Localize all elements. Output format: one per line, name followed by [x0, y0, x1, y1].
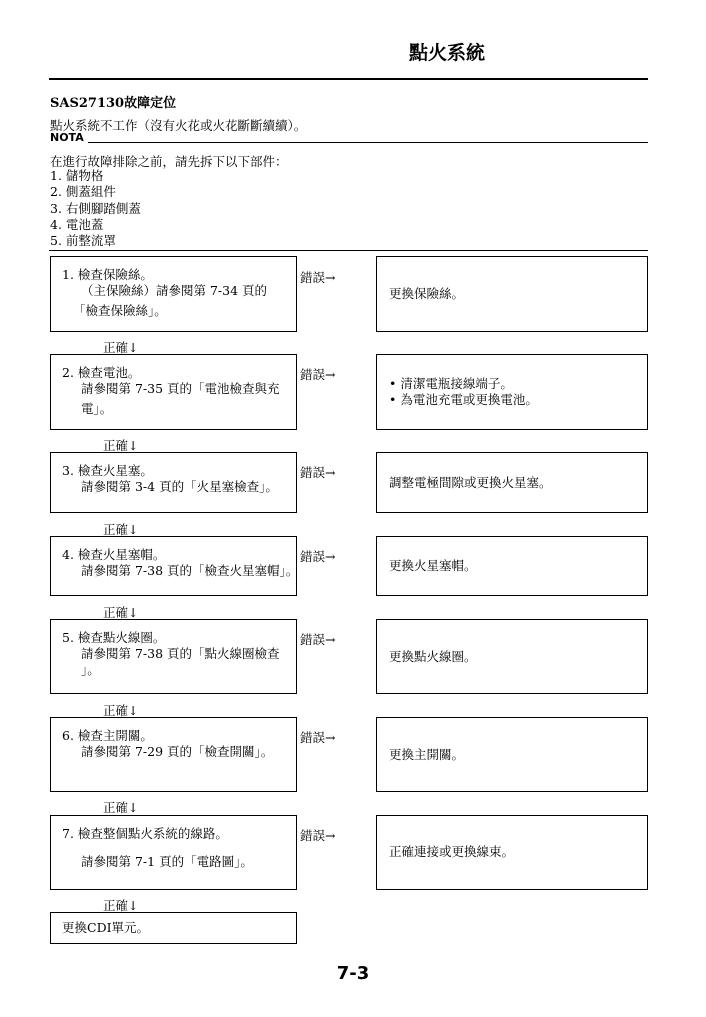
- step-box-2: [50, 354, 297, 430]
- result-text: • 為電池充電或更換電池。: [389, 392, 538, 407]
- result-box-7: [376, 815, 648, 890]
- step-reference: （主保險絲）請參閱第 7-34 頁的: [81, 283, 268, 298]
- nota-item: 5. 前整流罩: [50, 233, 116, 249]
- section-description: 點火系統不工作（沒有火花或火花斷斷續續）。: [50, 118, 307, 133]
- result-text: 更換火星塞帽。: [389, 558, 477, 573]
- step-box-6: [50, 717, 297, 792]
- header-rule: [49, 78, 648, 80]
- step-title: 2. 檢查電池。: [62, 365, 141, 380]
- nota-item: 2. 側蓋組件: [50, 184, 116, 200]
- result-box-3: [376, 452, 648, 513]
- ok-arrow-label: 正確↓: [103, 898, 139, 913]
- final-action-text: 更換CDI單元。: [62, 920, 150, 935]
- step-reference: 電」。: [81, 401, 113, 416]
- step-reference: 「檢查保險絲」。: [73, 303, 167, 318]
- nota-item: 3. 右側腳踏側蓋: [50, 200, 141, 216]
- step-box-1: [50, 256, 297, 332]
- step-box-4: [50, 536, 297, 596]
- step-reference: 請參閱第 7-38 頁的「點火線圈檢查: [81, 646, 280, 661]
- result-text: 更換主開關。: [389, 746, 465, 762]
- result-text: • 清潔電瓶接線端子。: [389, 376, 513, 391]
- page-number: 7-3: [336, 963, 370, 984]
- ok-arrow-label: 正確↓: [103, 703, 139, 718]
- step-box-5: [50, 619, 297, 694]
- result-box-4: [376, 536, 648, 596]
- error-arrow-label: 錯誤→: [300, 730, 336, 745]
- step-box-7: [50, 815, 297, 890]
- step-reference: 請參閱第 7-1 頁的「電路圖」。: [81, 854, 253, 869]
- step-title: 6. 檢查主開關。: [62, 728, 153, 743]
- ok-arrow-label: 正確↓: [103, 438, 139, 453]
- nota-end-rule: [49, 250, 648, 251]
- step-title: 7. 檢查整個點火系統的線路。: [62, 826, 228, 841]
- section-code: SAS27130故障定位: [50, 96, 177, 111]
- step-title: 3. 檢查火星塞。: [62, 463, 153, 478]
- nota-intro: 在進行故障排除之前，請先拆下以下部件：: [50, 154, 288, 169]
- step-reference: 請參閱第 3-4 頁的「火星塞檢查」。: [81, 479, 278, 494]
- final-action-box: [50, 912, 297, 944]
- ok-arrow-label: 正確↓: [103, 340, 139, 355]
- result-text: 正確連接或更換線束。: [389, 844, 515, 859]
- error-arrow-label: 錯誤→: [300, 632, 336, 647]
- step-reference: 請參閱第 7-29 頁的「檢查開關」。: [81, 744, 274, 759]
- ok-arrow-label: 正確↓: [103, 800, 139, 815]
- error-arrow-label: 錯誤→: [300, 549, 336, 564]
- ok-arrow-label: 正確↓: [103, 605, 139, 620]
- result-text: 更換點火線圈。: [389, 648, 477, 664]
- nota-item: 4. 電池蓋: [50, 216, 104, 232]
- result-box-5: [376, 619, 648, 694]
- error-arrow-label: 錯誤→: [300, 367, 336, 382]
- page-title: 點火系統: [408, 42, 485, 64]
- ok-arrow-label: 正確↓: [103, 522, 139, 537]
- nota-rule: [88, 142, 648, 143]
- step-reference: 請參閱第 7-35 頁的「電池檢查與充: [81, 381, 280, 396]
- result-text: 調整電極間隙或更換火星塞。: [389, 474, 552, 490]
- error-arrow-label: 錯誤→: [300, 828, 336, 843]
- step-reference: 」。: [81, 662, 100, 677]
- step-title: 1. 檢查保險絲。: [62, 267, 153, 282]
- step-title: 5. 檢查點火線圈。: [62, 630, 166, 645]
- result-box-1: [376, 256, 648, 332]
- nota-label: NOTA: [50, 131, 84, 144]
- step-box-3: [50, 452, 297, 513]
- error-arrow-label: 錯誤→: [300, 465, 336, 480]
- result-box-2: [376, 354, 648, 430]
- step-reference: 請參閱第 7-38 頁的「檢查火星塞帽」。: [81, 563, 299, 578]
- result-text: 更換保險絲。: [389, 286, 465, 301]
- nota-item: 1. 儲物格: [50, 168, 104, 183]
- result-box-6: [376, 717, 648, 792]
- error-arrow-label: 錯誤→: [300, 270, 336, 285]
- step-title: 4. 檢查火星塞帽。: [62, 547, 166, 562]
- nota-list: [50, 168, 141, 249]
